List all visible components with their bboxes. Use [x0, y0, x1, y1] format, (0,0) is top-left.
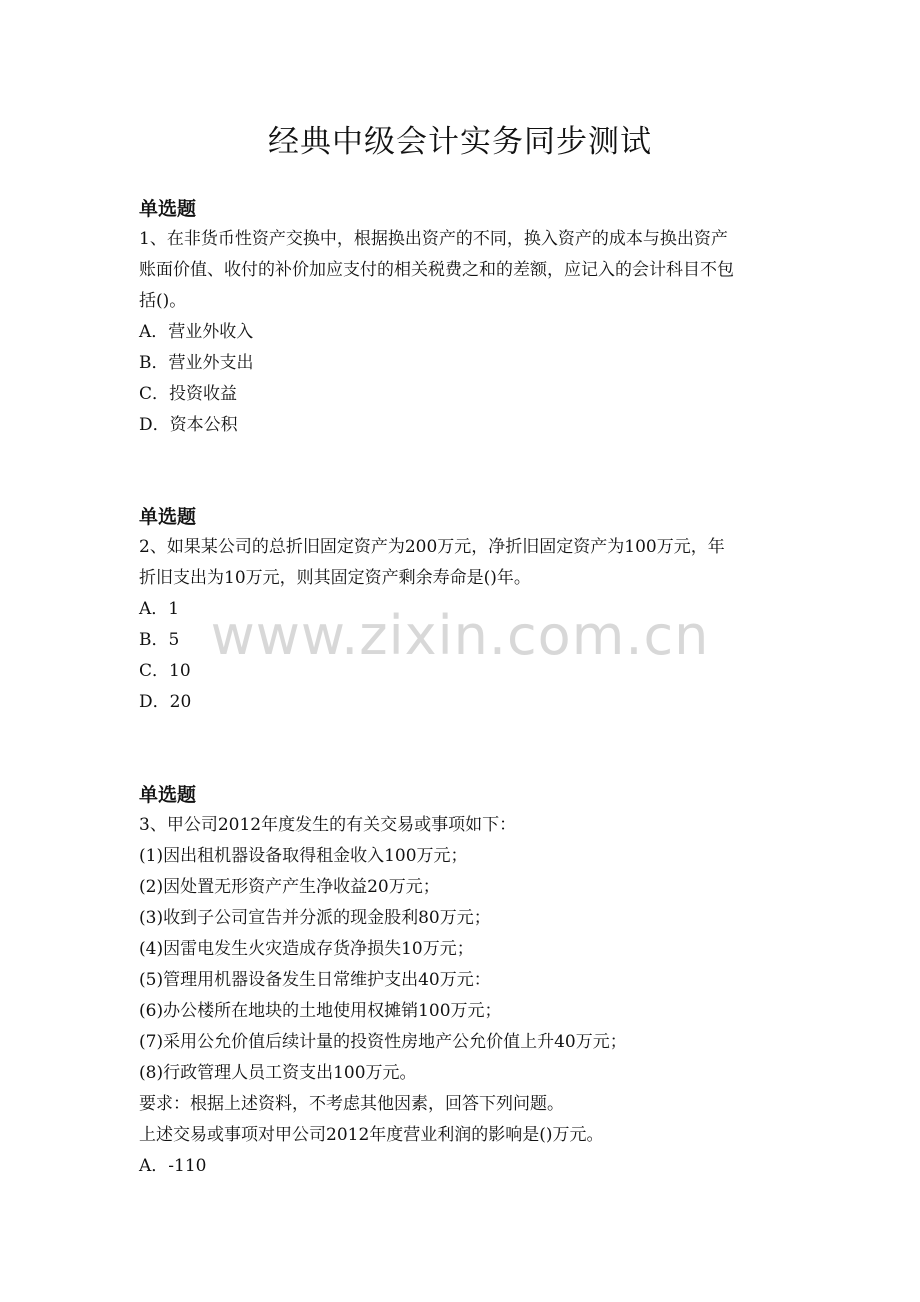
transaction-item: (5)管理用机器设备发生日常维护支出40万元：	[139, 970, 491, 990]
transaction-item: (3)收到子公司宣告并分派的现金股利80万元；	[139, 908, 491, 928]
option-c: C．投资收益	[139, 384, 238, 404]
question-stem-line: 2、如果某公司的总折旧固定资产为200万元，净折旧固定资产为100万元，年	[139, 537, 725, 557]
question-type-heading: 单选题	[139, 198, 197, 220]
question-stem-line: 括()。	[139, 291, 187, 311]
transaction-item: (8)行政管理人员工资支出100万元。	[139, 1063, 417, 1083]
question-stem-line: 上述交易或事项对甲公司2012年度营业利润的影响是()万元。	[139, 1125, 604, 1145]
question-stem-line: 3、甲公司2012年度发生的有关交易或事项如下：	[139, 815, 517, 835]
option-b: B．5	[139, 630, 180, 650]
option-a: A．营业外收入	[139, 322, 254, 342]
requirement-line: 要求：根据上述资料，不考虑其他因素，回答下列问题。	[139, 1094, 564, 1114]
question-type-heading: 单选题	[139, 784, 197, 806]
question-stem-line: 折旧支出为10万元，则其固定资产剩余寿命是()年。	[139, 568, 531, 588]
option-d: D．资本公积	[139, 415, 238, 435]
transaction-item: (6)办公楼所在地块的土地使用权摊销100万元；	[139, 1001, 502, 1021]
transaction-item: (1)因出租机器设备取得租金收入100万元；	[139, 846, 468, 866]
document-title: 经典中级会计实务同步测试	[268, 124, 652, 160]
option-a: A．-110	[139, 1156, 207, 1176]
option-d: D．20	[139, 692, 192, 712]
question-3	[139, 780, 789, 1182]
question-stem-line: 1、在非货币性资产交换中，根据换出资产的不同，换入资产的成本与换出资产	[139, 229, 728, 249]
transaction-item: (2)因处置无形资产产生净收益20万元；	[139, 877, 440, 897]
question-1	[139, 194, 789, 441]
question-2	[139, 502, 789, 718]
question-type-heading: 单选题	[139, 506, 197, 528]
watermark-text: www.zixin.com.cn	[210, 604, 710, 667]
option-a: A．1	[139, 599, 180, 619]
option-b: B．营业外支出	[139, 353, 254, 373]
option-c: C．10	[139, 661, 191, 681]
transaction-item: (4)因雷电发生火灾造成存货净损失10万元；	[139, 939, 474, 959]
transaction-item: (7)采用公允价值后续计量的投资性房地产公允价值上升40万元；	[139, 1032, 627, 1052]
question-stem-line: 账面价值、收付的补价加应支付的相关税费之和的差额，应记入的会计科目不包	[139, 260, 734, 280]
